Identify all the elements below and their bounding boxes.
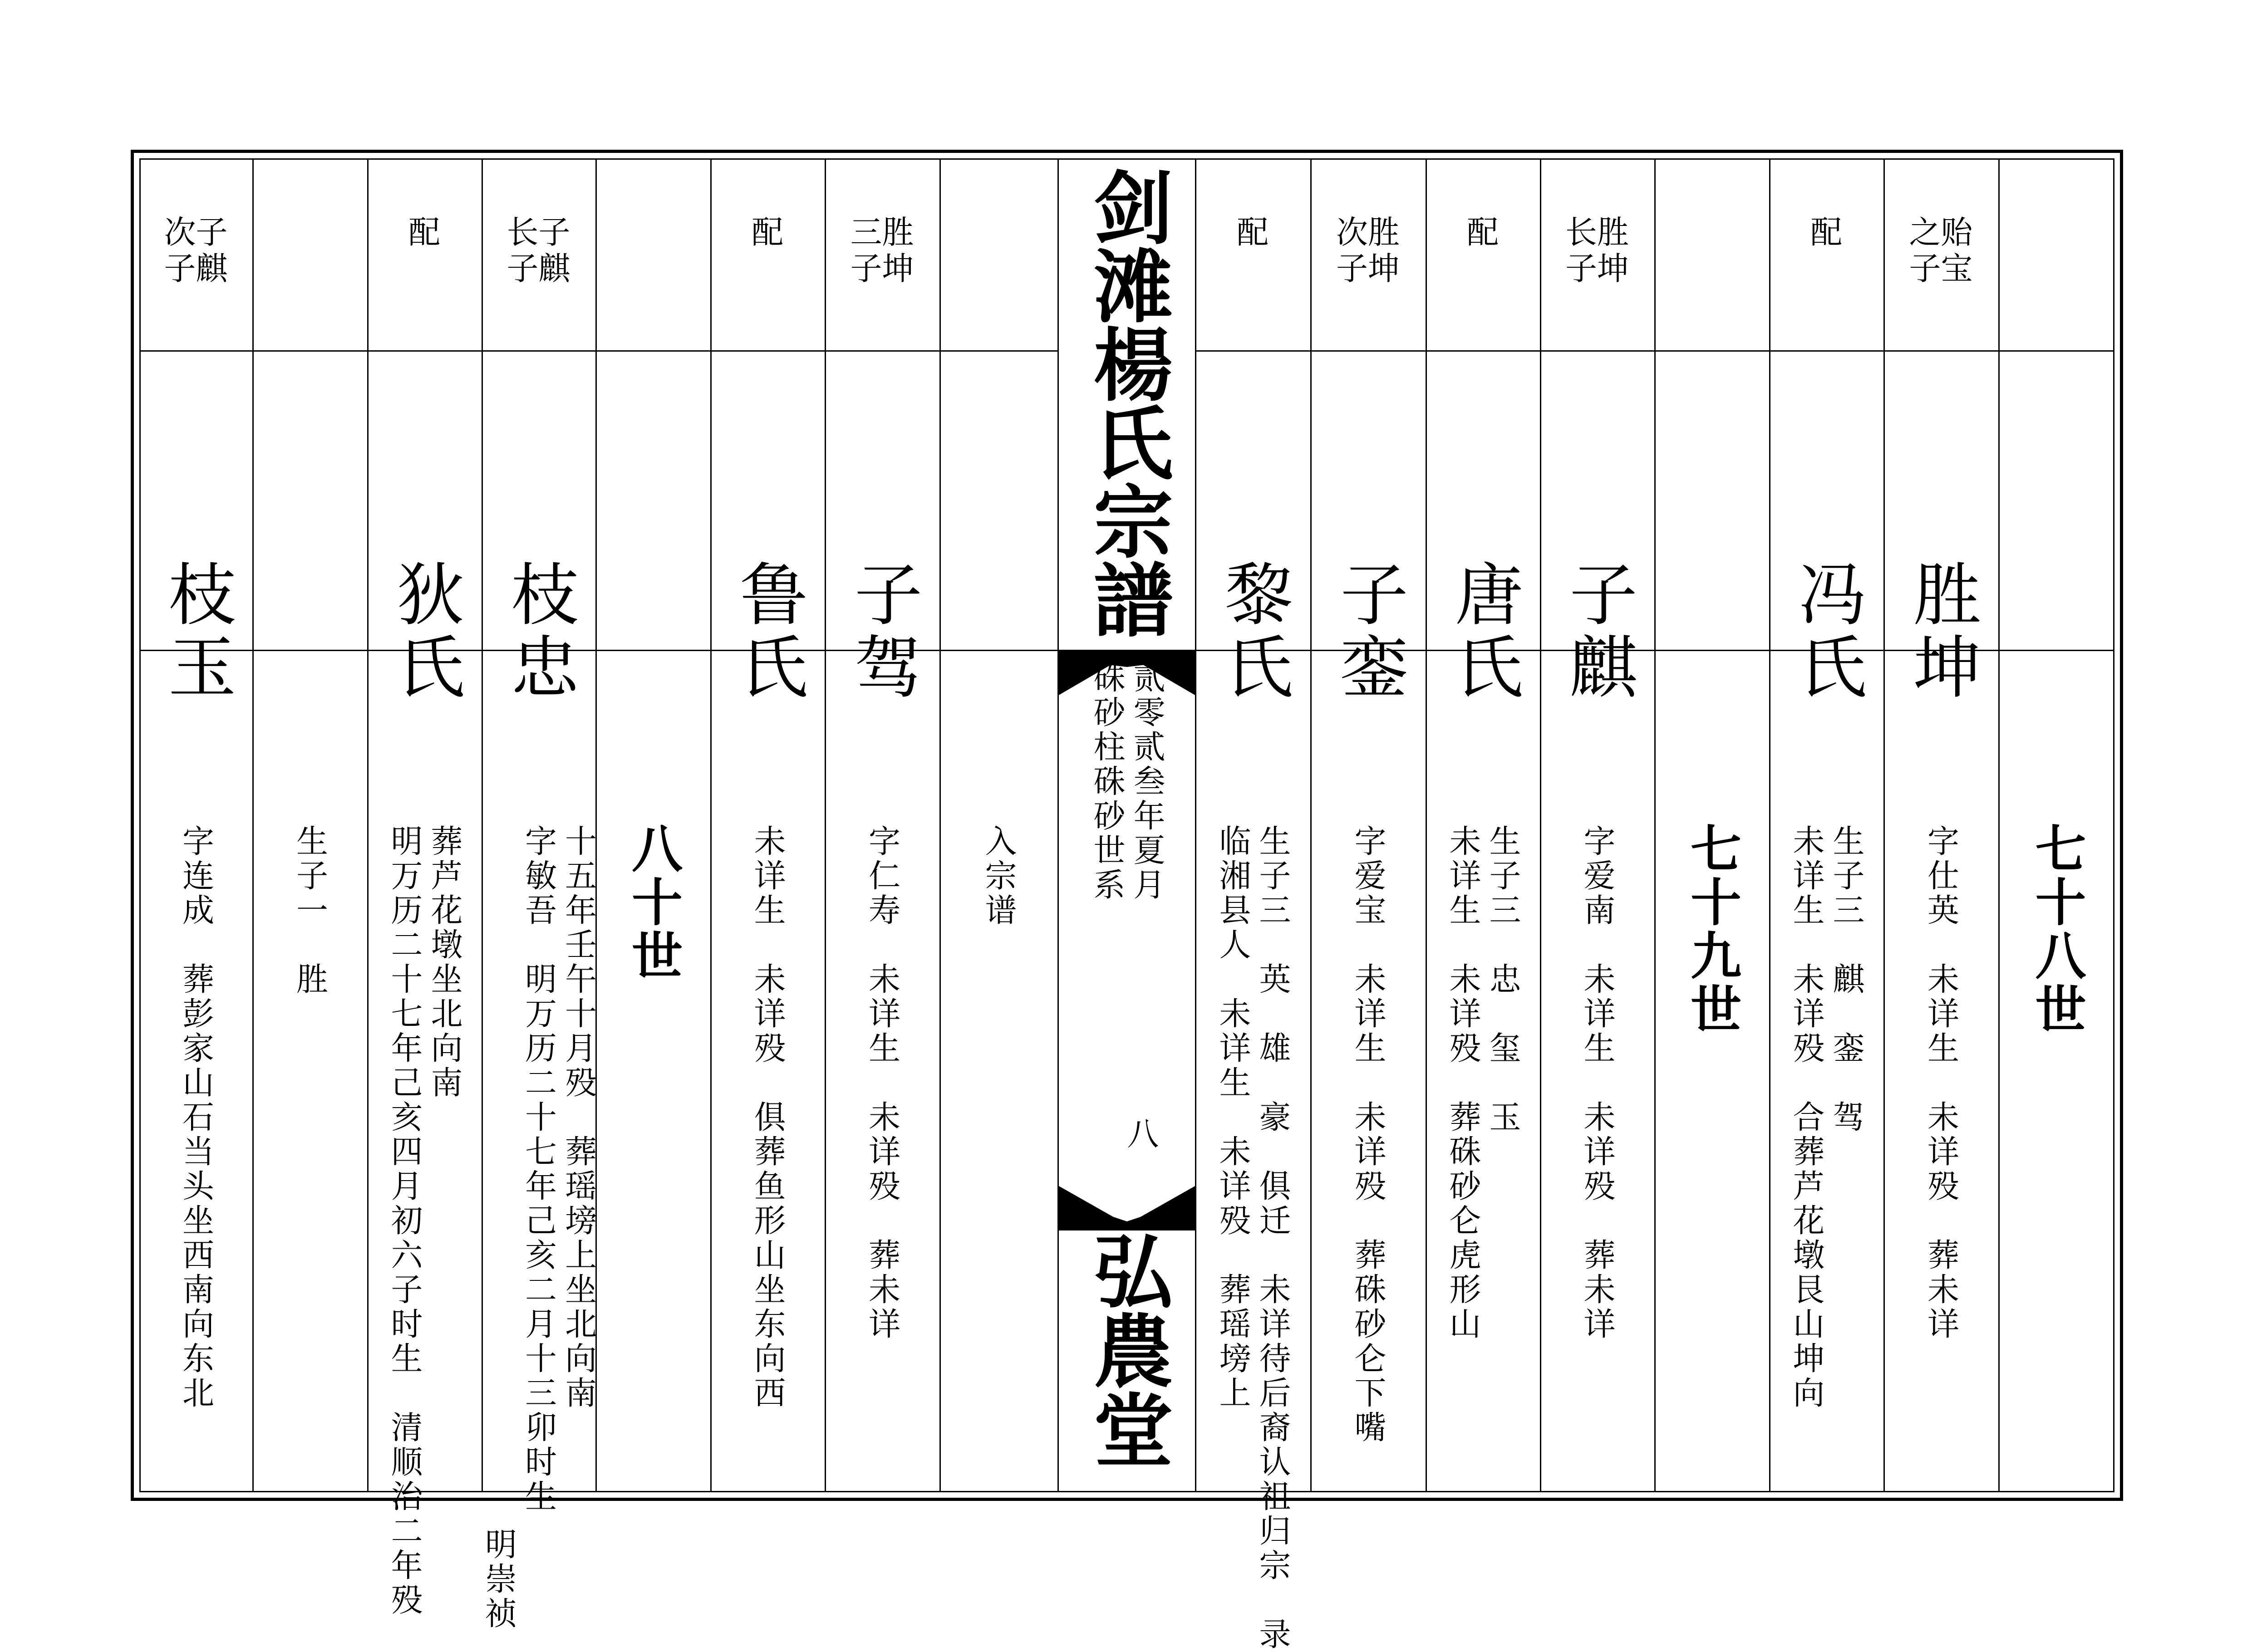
biography-line: 生子一 胜: [291, 824, 329, 997]
biography-line: 字爱宝 未详生 未详殁 葬硃砂仑下嘴: [1349, 824, 1387, 1445]
biography: [482, 824, 595, 1631]
biography-line: 未详生 未详殁 合葬芦花墩艮山坤向: [1788, 824, 1825, 1411]
biography-line: 葬芦花墩坐北向南: [426, 824, 463, 1100]
biography: [1769, 824, 1883, 1411]
biography-line: 字爱南 未详生 未详殁 葬未详: [1578, 824, 1616, 1342]
person-name: 唐氏: [1443, 559, 1522, 704]
biography: [1195, 824, 1310, 1652]
relation-text: 配: [1467, 214, 1499, 251]
biography-line: 生子三 忠 玺 玉: [1484, 824, 1521, 1135]
relation-text: 次子 子麒: [164, 214, 228, 287]
relation-text: 配: [408, 214, 440, 251]
column: [825, 160, 939, 1491]
relation-label: [710, 214, 825, 250]
relation-label: [825, 214, 939, 287]
column: [1654, 160, 1769, 1491]
relation-label: [367, 214, 482, 250]
person-name: 狄氏: [385, 559, 464, 704]
column: [139, 160, 252, 1491]
relation-text: 长胜 子坤: [1565, 214, 1629, 287]
person-name: 黎氏: [1213, 559, 1292, 704]
relation-label: [1426, 214, 1540, 250]
column: [1769, 160, 1883, 1491]
biography: [139, 824, 252, 1411]
relation-text: 之贻 子宝: [1909, 214, 1973, 287]
biography-line: 十五年壬午十月殁 葬瑶塝上坐北向南: [560, 824, 597, 1411]
relation-label: [1310, 214, 1426, 287]
relation-label: [482, 214, 595, 287]
column: [252, 160, 367, 1491]
biography-line: 未详生 未详殁 俱葬鱼形山坐东向西: [749, 824, 786, 1411]
generation-label: 七十八世: [2027, 822, 2086, 1036]
column: [480, 160, 597, 1631]
spine-branch: 硃砂柱硃砂世系: [1088, 661, 1126, 902]
biography: [939, 824, 1057, 928]
person-name: 子銮: [1328, 559, 1407, 704]
relation-label: [1540, 214, 1654, 287]
biography-line: 未详生 未详殁 葬硃砂仑虎形山: [1444, 824, 1481, 1342]
person-name: 冯氏: [1787, 559, 1866, 704]
biography: [252, 824, 367, 997]
spine-info: [1059, 661, 1195, 902]
relation-text: 配: [1237, 214, 1269, 251]
person-name: 枝忠: [499, 559, 578, 704]
spine: [1059, 160, 1195, 1491]
person-name: 枝玉: [156, 559, 236, 704]
column: [710, 160, 825, 1491]
column: [1426, 160, 1540, 1491]
relation-text: 次胜 子坤: [1336, 214, 1400, 287]
column: [1540, 160, 1654, 1491]
column: [1998, 160, 2114, 1491]
biography: [1883, 824, 1998, 1342]
spine-title: 剑滩楊氏宗譜: [1080, 167, 1174, 637]
biography-line: 字连成 葬彭家山石当头坐西南向东北: [177, 824, 215, 1411]
relation-text: 配: [1810, 214, 1842, 251]
relation-label: [1195, 214, 1310, 250]
biography-line: 临湘县人 未详生 未详殁 葬瑶塝上: [1214, 824, 1251, 1411]
person-name: 子麒: [1558, 559, 1637, 704]
relation-text: 长子 子麒: [506, 214, 570, 287]
biography: [1426, 824, 1540, 1342]
biography: [710, 824, 825, 1411]
column: [939, 160, 1057, 1491]
column: [1310, 160, 1426, 1491]
column: [595, 160, 710, 1491]
biography-line: 明万历二十七年己亥四月初六子时生 清顺治二年殁: [386, 824, 423, 1618]
person-name: 鲁氏: [728, 559, 807, 704]
biography: [1540, 824, 1654, 1342]
column: [1195, 160, 1310, 1652]
generation-label: 八十世: [623, 822, 683, 983]
relation-label: [1769, 214, 1883, 250]
biography-line: 生子三 英 雄 豪 俱迁 未详待后裔认祖归宗 录: [1254, 824, 1291, 1652]
biography-line: 入宗谱: [980, 824, 1017, 928]
biography: [825, 824, 939, 1342]
biography: [367, 824, 482, 1618]
person-name: 子驾: [842, 559, 922, 704]
relation-text: 三胜 子坤: [850, 214, 914, 287]
biography-line: 字仕英 未详生 未详殁 葬未详: [1922, 824, 1960, 1342]
relation-label: [1883, 214, 1998, 287]
biography: [1310, 824, 1426, 1445]
column: [1883, 160, 1998, 1491]
person-name: 胜坤: [1901, 559, 1981, 704]
biography-line: 生子三 麒 銮 驾: [1828, 824, 1865, 1135]
generation-label: 七十九世: [1682, 822, 1742, 1036]
biography-line: 字敏吾 明万历二十七年己亥二月十三卯时生: [520, 824, 557, 1514]
spine-date: 贰零贰叁年夏月: [1128, 661, 1165, 902]
biography-line: 明崇祯: [480, 1528, 517, 1631]
relation-label: [139, 214, 252, 287]
column: [367, 160, 482, 1618]
spine-page: 八: [1122, 1117, 1159, 1152]
spine-hall: 弘農堂: [1080, 1230, 1174, 1469]
biography-line: 字仁寿 未详生 未详殁 葬未详: [863, 824, 901, 1342]
relation-text: 配: [752, 214, 783, 251]
